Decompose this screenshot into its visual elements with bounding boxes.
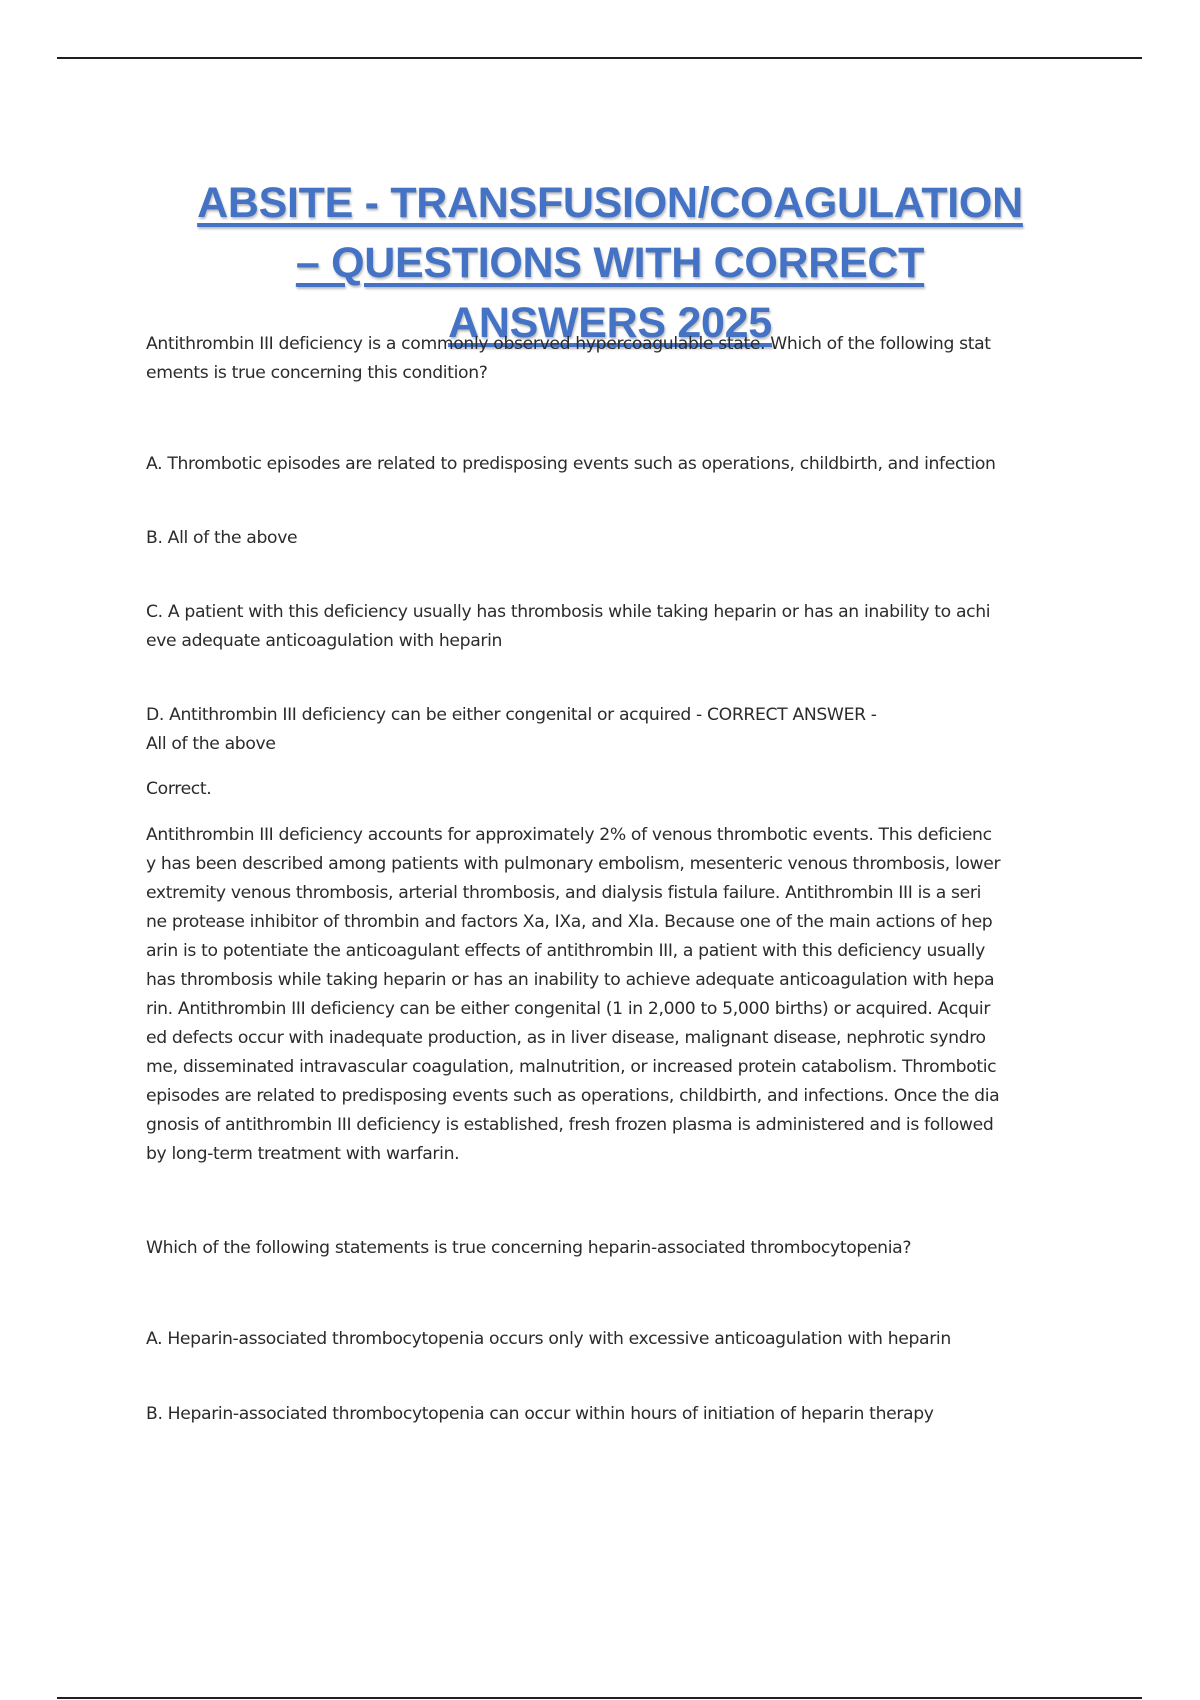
option-a-text: A. Heparin-associated thrombocytopenia occurs only with excessive anticoagulation with heparin <box>146 1329 951 1349</box>
option-d-line: All of the above <box>146 734 276 754</box>
explanation-line: has thrombosis while taking heparin or has an inability to achieve adequate anticoagulation with hepa <box>146 970 995 990</box>
document-title <box>130 173 1090 353</box>
option-b-text: B. Heparin-associated thrombocytopenia can occur within hours of initiation of heparin therapy <box>146 1404 934 1424</box>
question-2-option-b <box>146 1400 1096 1429</box>
explanation-line: gnosis of antithrombin III deficiency is established, fresh frozen plasma is administered and is followed <box>146 1115 994 1135</box>
question-1-explanation <box>146 821 1096 1169</box>
bottom-page-rule <box>57 1697 1142 1699</box>
explanation-line: y has been described among patients with pulmonary embolism, mesenteric venous thrombosis, lower <box>146 854 1001 874</box>
question-1-option-d <box>146 701 1096 759</box>
option-c-line: C. A patient with this deficiency usually has thrombosis while taking heparin or has an inability to achi <box>146 602 991 622</box>
question-2-option-a <box>146 1325 1096 1354</box>
explanation-line: arin is to potentiate the anticoagulant effects of antithrombin III, a patient with this deficiency usually <box>146 941 986 961</box>
explanation-line: rin. Antithrombin III deficiency can be either congenital (1 in 2,000 to 5,000 births) or acquired. Acquir <box>146 999 991 1019</box>
explanation-line: episodes are related to predisposing events such as operations, childbirth, and infections. Once the dia <box>146 1086 1000 1106</box>
question-1-stem-line: ements is true concerning this condition? <box>146 363 488 383</box>
explanation-line: me, disseminated intravascular coagulation, malnutrition, or increased protein catabolism. Thrombotic <box>146 1057 997 1077</box>
question-1-stem-line: Antithrombin III deficiency is a commonly observed hypercoagulable state. Which of the following stat <box>146 334 991 354</box>
explanation-line: extremity venous thrombosis, arterial thrombosis, and dialysis fistula failure. Antithrombin III is a seri <box>146 883 981 903</box>
explanation-line: by long-term treatment with warfarin. <box>146 1144 460 1164</box>
title-line-2: – QUESTIONS WITH CORRECT <box>295 238 925 287</box>
question-1-option-c <box>146 598 1096 656</box>
top-page-rule <box>57 57 1142 59</box>
option-d-line: D. Antithrombin III deficiency can be either congenital or acquired - CORRECT ANSWER - <box>146 705 877 725</box>
option-c-line: eve adequate anticoagulation with heparin <box>146 631 503 651</box>
title-line-3: ANSWERS 2025 <box>448 298 772 347</box>
question-1-stem <box>146 330 1096 388</box>
title-line-1: ABSITE - TRANSFUSION/COAGULATION <box>197 178 1023 227</box>
feedback-text: Correct. <box>146 779 212 799</box>
option-a-text: A. Thrombotic episodes are related to predisposing events such as operations, childbirth, and infection <box>146 454 996 474</box>
explanation-line: ne protease inhibitor of thrombin and factors Xa, IXa, and XIa. Because one of the main actions of hep <box>146 912 993 932</box>
question-1-option-a <box>146 450 1096 479</box>
question-2-stem <box>146 1234 1096 1263</box>
explanation-line: ed defects occur with inadequate production, as in liver disease, malignant disease, nephrotic syndro <box>146 1028 986 1048</box>
option-b-text: B. All of the above <box>146 528 298 548</box>
explanation-line: Antithrombin III deficiency accounts for approximately 2% of venous thrombotic events. This deficienc <box>146 825 992 845</box>
question-2-stem-text: Which of the following statements is true concerning heparin-associated thrombocytopenia? <box>146 1238 912 1258</box>
question-1-option-b <box>146 524 1096 553</box>
question-1-feedback <box>146 775 1096 804</box>
